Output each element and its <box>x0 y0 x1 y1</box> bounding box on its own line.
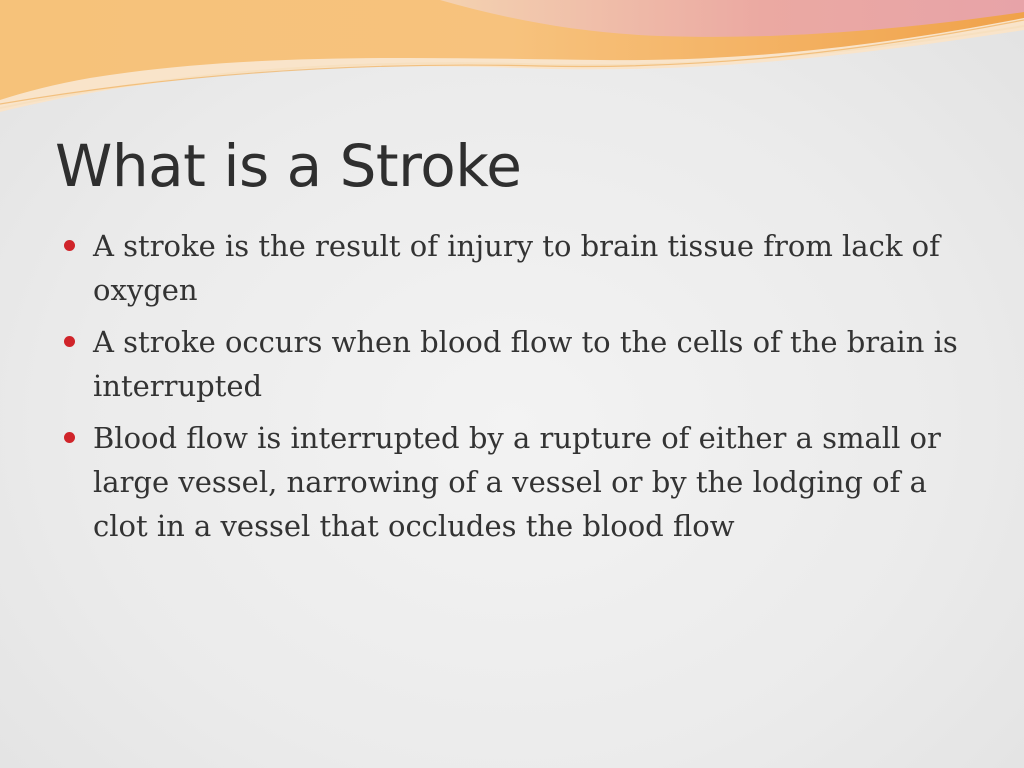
bullet-item <box>62 416 982 548</box>
bullet-dot-icon <box>64 432 75 443</box>
decorative-banner <box>0 0 1024 130</box>
slide-title: What is a Stroke <box>55 132 522 200</box>
bullet-list <box>62 224 982 556</box>
bullet-dot-icon <box>64 336 75 347</box>
bullet-text: Blood flow is interrupted by a rupture of either a small or large vessel, narrowing of a vessel or by the lodging of a clot in a vessel that occludes the blood flow <box>93 421 941 543</box>
bullet-item <box>62 320 982 408</box>
bullet-dot-icon <box>64 240 75 251</box>
bullet-item <box>62 224 982 312</box>
bullet-text: A stroke occurs when blood flow to the cells of the brain is interrupted <box>93 325 958 403</box>
bullet-text: A stroke is the result of injury to brain tissue from lack of oxygen <box>93 229 940 307</box>
